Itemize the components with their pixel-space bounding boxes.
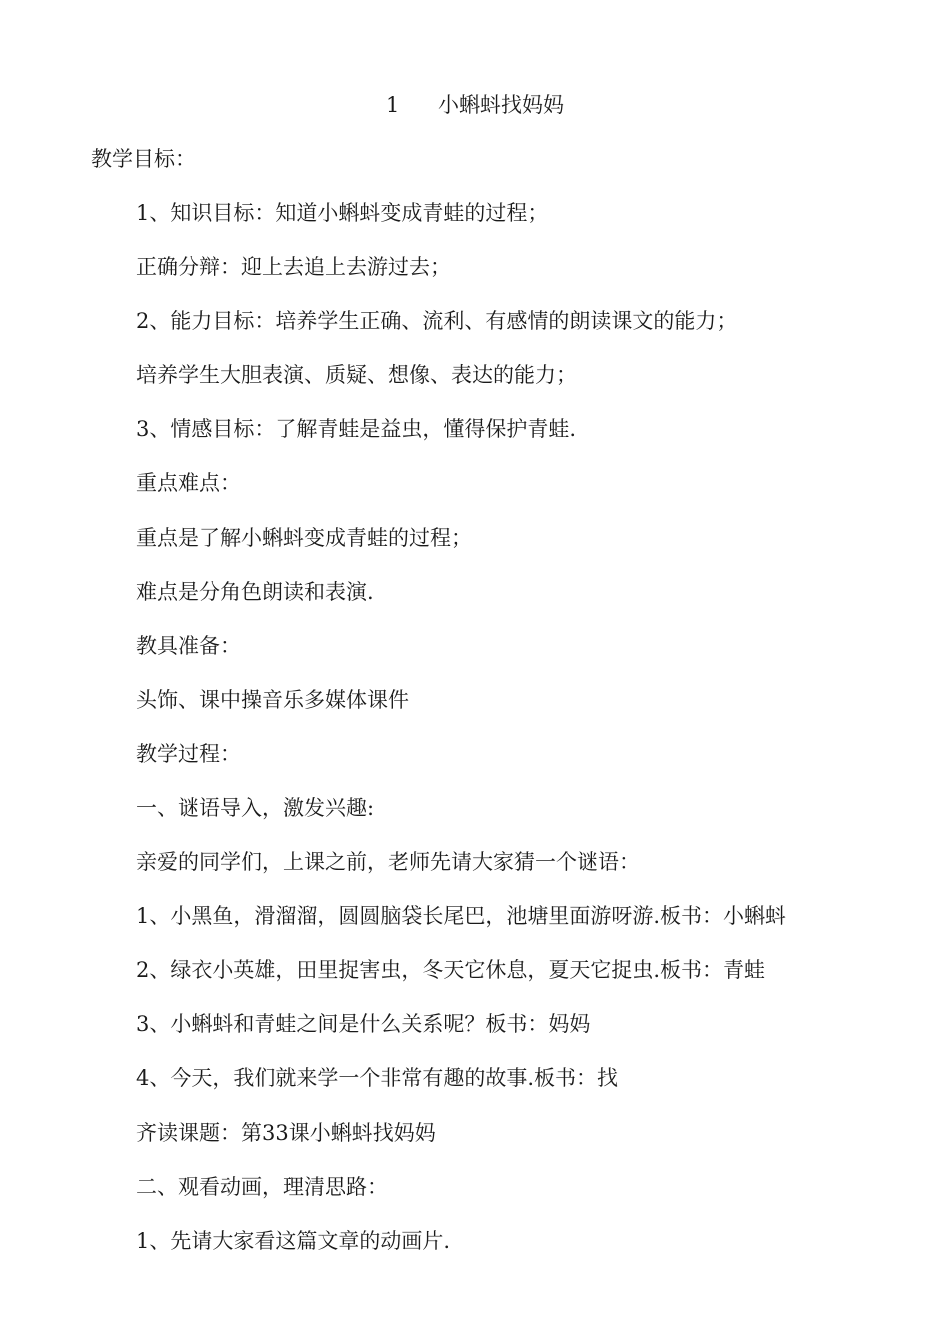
paragraph-line: 1、知识目标：知道小蝌蚪变成青蛙的过程； <box>136 201 549 225</box>
paragraph-line: 齐读课题：第33课小蝌蚪找妈妈 <box>136 1121 436 1145</box>
paragraph-line: 亲爱的同学们，上课之前，老师先请大家猜一个谜语： <box>136 850 640 874</box>
paragraph-line: 重点是了解小蝌蚪变成青蛙的过程； <box>136 526 472 550</box>
subsection-heading: 一、谜语导入，激发兴趣: <box>136 796 375 820</box>
paragraph-line: 难点是分角色朗读和表演. <box>136 580 374 604</box>
paragraph-line: 3、小蝌蚪和青蛙之间是什么关系呢？板书：妈妈 <box>136 1012 591 1036</box>
paragraph-line: 2、绿衣小英雄，田里捉害虫，冬天它休息，夏天它捉虫.板书：青蛙 <box>136 958 766 982</box>
lesson-number: 1 <box>386 93 400 117</box>
lesson-title-text: 小蝌蚪找妈妈 <box>438 93 564 117</box>
paragraph-line: 头饰、课中操音乐多媒体课件 <box>136 688 409 712</box>
section-heading-process: 教学过程： <box>136 742 241 766</box>
paragraph-line: 1、小黑鱼，滑溜溜，圆圆脑袋长尾巴，池塘里面游呀游.板书：小蝌蚪 <box>136 904 787 928</box>
paragraph-line: 培养学生大胆表演、质疑、想像、表达的能力； <box>136 363 577 387</box>
paragraph-line: 正确分辩：迎上去追上去游过去； <box>136 255 451 279</box>
paragraph-line: 4、今天，我们就来学一个非常有趣的故事.板书：找 <box>136 1066 619 1090</box>
section-heading-materials: 教具准备： <box>136 634 241 658</box>
paragraph-line: 3、情感目标：了解青蛙是益虫，懂得保护青蛙. <box>136 417 577 441</box>
lesson-title <box>0 88 950 122</box>
section-heading-key-points: 重点难点： <box>136 471 241 495</box>
paragraph-line: 1、先请大家看这篇文章的动画片. <box>136 1229 451 1253</box>
section-heading-objectives: 教学目标： <box>91 147 196 171</box>
paragraph-line: 2、能力目标：培养学生正确、流利、有感情的朗读课文的能力； <box>136 309 738 333</box>
subsection-heading: 二、观看动画，理清思路： <box>136 1175 388 1199</box>
